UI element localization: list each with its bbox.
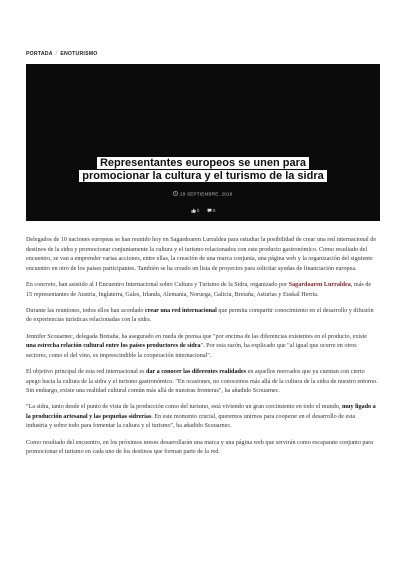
paragraph-6-text-b: . En este momento crucial, queremos unirnos para cooperar en el desarrollo de esta industria y sobre todo para fomentar la cultura y el turismo", ha añadido Scouarnec. [26, 413, 356, 430]
paragraph-6-text-a: "La sidra, tanto desde el punto de vista de la producción como del turismo, está viviendo un gran crecimiento en todo el mundo, [26, 404, 342, 411]
paragraph-3-text-b: que permita compartir conocimiento en el desarrollo y difusión de experiencias turísticas relacionadas con la sidra. [26, 307, 374, 324]
thumbs-up-icon [191, 208, 196, 213]
paragraph-5-text-b: en aquellos mercados que ya cuentan con cierto apego hacia la cultura de la sidra y el turismo gastronómico. "En ocasiones, no conocemos más allá de la cultura de la sidra de nuestro entorno. Sin embargo, existe una realidad cultural común más allá de nuestras fronteras", ha añadido Scouarnec. [26, 368, 378, 395]
paragraph-6 [26, 403, 378, 432]
article-stats [26, 208, 380, 213]
breadcrumb-section-link[interactable]: ENOTURISMO [60, 51, 98, 57]
paragraph-2-text-b: , más de 15 representantes de Austria, Inglaterra, Gales, Irlanda, Alemania, Noruega, Galicia, Bretaña, Asturias y Euskal Herria. [26, 281, 372, 298]
hero-image [26, 64, 380, 221]
paragraph-4-highlight: una estrecha relación cultural entre los países productores de sidra [26, 343, 201, 350]
paragraph-5-highlight: dar a conocer las diferentes realidades [146, 368, 247, 375]
paragraph-3-highlight: crear una red internacional [145, 307, 217, 314]
like-count: 0 [196, 208, 200, 214]
paragraph-4-text-b: ". Por esta razón, ha explicado que "al igual que ocurre en otros sectores, como el del vino, es imprescindible la cooperación internacional". [26, 343, 357, 359]
paragraph-1: Delegados de 10 naciones europeas se han reunido hoy en Sagardoaren Lurraldea para estudiar la posibilidad de crear una red internacional de destinos de la sidra y promocionar conjuntamente la cultura y el turismo relacionados con este producto gastronómico. Como resultado del encuentro, se van a emprender varias acciones, entre ellas, la creación de una marca conjunta, una página web y la organización del siguiente encuentro en otro de los países participantes. También se ha creado un lista de proyectos para solicitar ayudas de financiación europea. [26, 237, 377, 272]
paragraph-5-text-a: El objetivo principal de esta red internacional es [26, 368, 147, 375]
paragraph-4-text-a: Jennifer Scouarnec, delegada Bretaña, ha asegurado en rueda de prensa que "por encima de las diferencias existentes en el producto, existe [26, 333, 367, 340]
paragraph-5 [26, 368, 378, 397]
paragraph-2-text-a: En concreto, han asistido al I Encuentro Internacional sobre Cultura y Turismo de la Sidra, organizado por [26, 281, 289, 288]
article-date-text: 29 SEPTIEMBRE, 2018 [179, 191, 233, 197]
breadcrumb-separator: / [55, 51, 58, 57]
paragraph-3-text-a: Durante las reuniones, todos ellos han acordado [26, 307, 146, 314]
breadcrumb-home-link[interactable]: PORTADA [26, 51, 53, 57]
comments-link[interactable] [207, 208, 216, 213]
paragraph-4 [26, 333, 378, 362]
like-button[interactable] [191, 208, 201, 213]
breadcrumb [26, 51, 98, 57]
comment-count: 0 [212, 208, 216, 214]
article-title-line-1: Representantes europeos se unen para [97, 157, 309, 169]
article-date [26, 191, 380, 196]
paragraph-3 [26, 307, 378, 326]
paragraph-2 [26, 281, 378, 300]
paragraph-6-highlight: muy ligado a la producción artesanal y las pequeñas sidrerías [26, 404, 376, 420]
paragraph-7: Como resultado del encuentro, en los próximos meses desarrollarán una marca y una página web que servirán como escaparate conjunto para promocionar el turismo en cada uno de los destinos que forman parte de la red. [26, 439, 373, 456]
article-title [72, 157, 334, 183]
sagardoaren-lurraldea-link[interactable]: Sagardoaren Lurraldea [288, 281, 351, 288]
article-body [26, 236, 378, 464]
comment-icon [207, 208, 212, 213]
article-title-line-2: promocionar la cultura y el turismo de la sidra [79, 170, 326, 182]
clock-icon [173, 191, 178, 196]
